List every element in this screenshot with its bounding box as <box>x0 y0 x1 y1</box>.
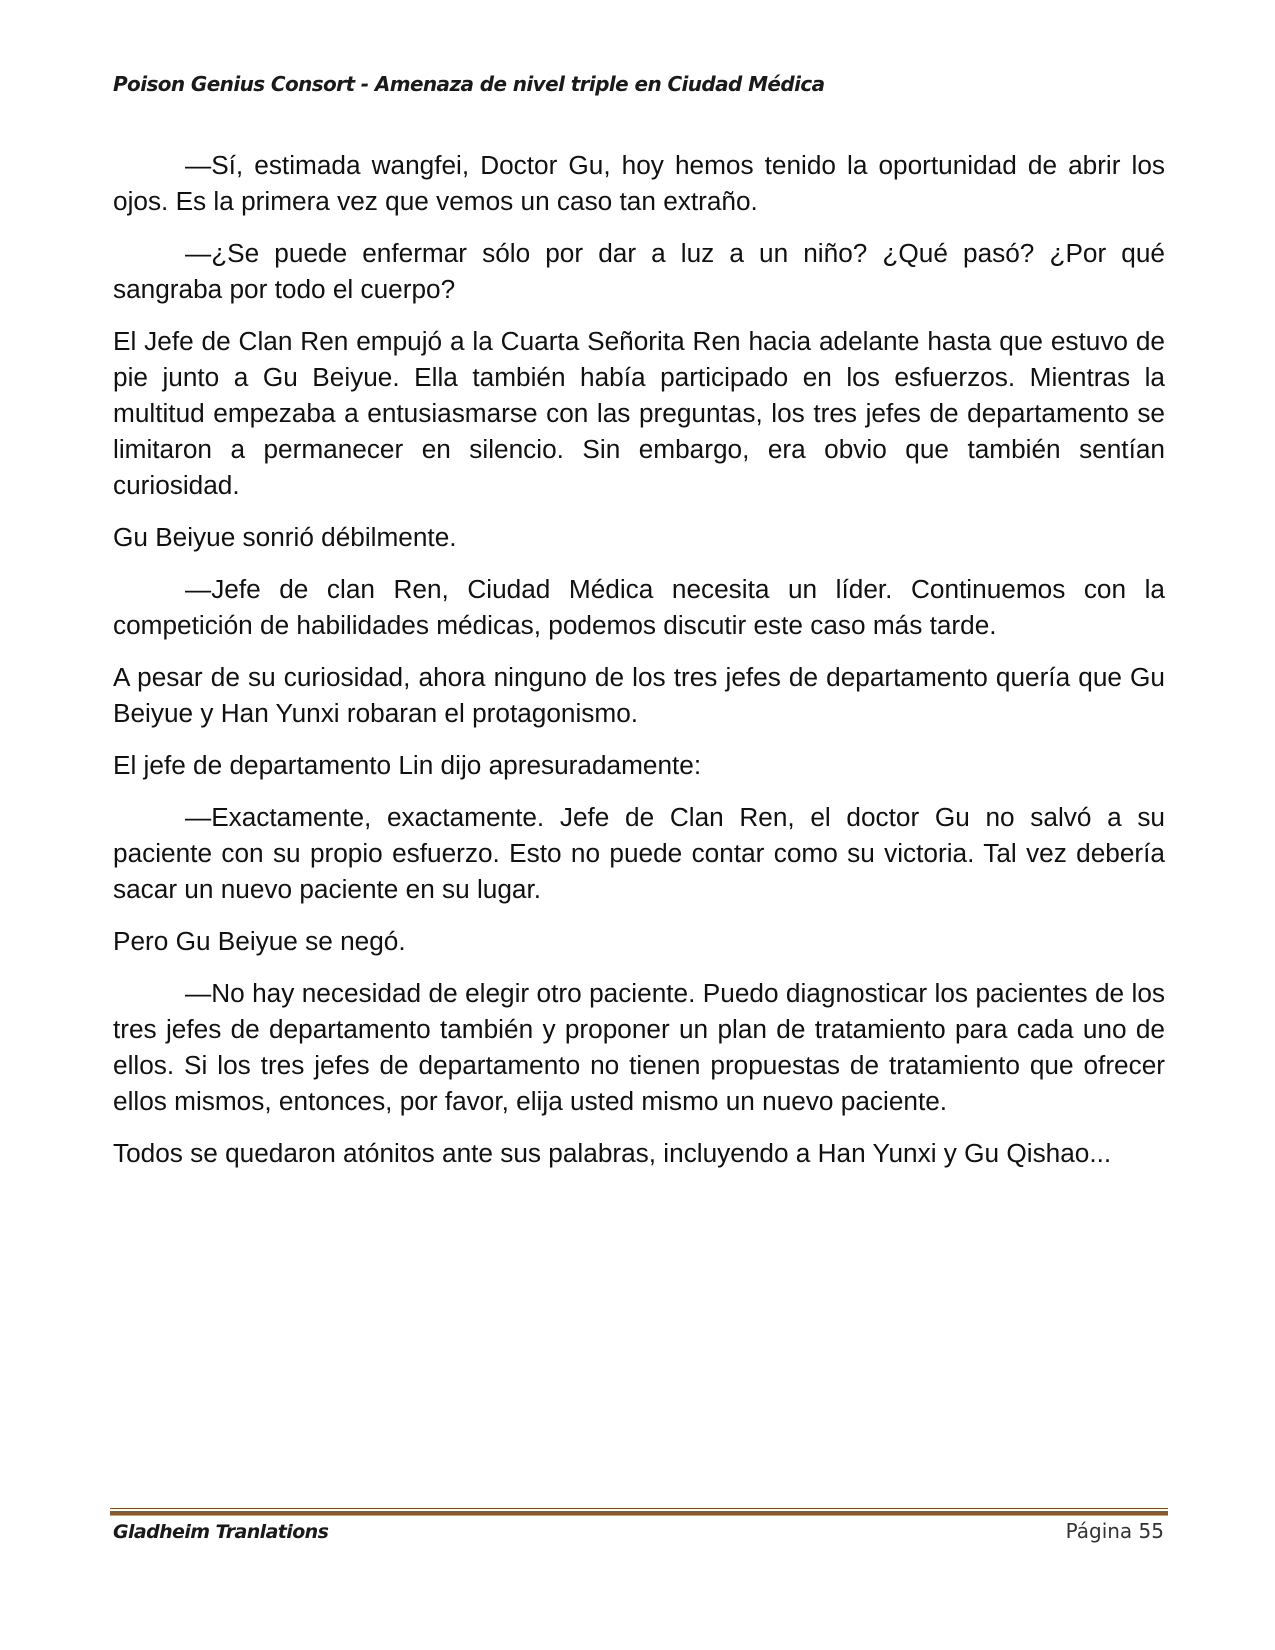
footer-credit: Gladheim Tranlations <box>113 1521 329 1543</box>
paragraph-2: —¿Se puede enfermar sólo por dar a luz a un niño? ¿Qué pasó? ¿Por qué sangraba por todo el cuerpo? <box>113 238 1165 304</box>
page-number-block <box>1066 1519 1164 1543</box>
paragraph-9: Pero Gu Beiyue se negó. <box>113 926 406 956</box>
paragraph-7: El jefe de departamento Lin dijo apresuradamente: <box>113 750 702 780</box>
paragraph-5: —Jefe de clan Ren, Ciudad Médica necesita un líder. Continuemos con la competición de habilidades médicas, podemos discutir este caso más tarde. <box>113 574 1165 640</box>
paragraph-10: —No hay necesidad de elegir otro paciente. Puedo diagnosticar los pacientes de los tres jefes de departamento también y proponer un plan de tratamiento para cada uno de ellos. Si los tres jefes de departamento no tienen propuestas de tratamiento que ofrecer ellos mismos, entonces, por favor, elija usted mismo un nuevo paciente. <box>113 978 1165 1116</box>
paragraph-3: El Jefe de Clan Ren empujó a la Cuarta Señorita Ren hacia adelante hasta que estuvo de pie junto a Gu Beiyue. Ella también había participado en los esfuerzos. Mientras la multitud empezaba a entusiasmarse con las preguntas, los tres jefes de departamento se limitaron a permanecer en silencio. Sin embargo, era obvio que también sentían curiosidad. <box>113 326 1165 500</box>
paragraph-1: —Sí, estimada wangfei, Doctor Gu, hoy hemos tenido la oportunidad de abrir los ojos. Es la primera vez que vemos un caso tan extraño. <box>113 150 1165 216</box>
paragraph-8: —Exactamente, exactamente. Jefe de Clan Ren, el doctor Gu no salvó a su paciente con su propio esfuerzo. Esto no puede contar como su victoria. Tal vez debería sacar un nuevo paciente en su lugar. <box>113 802 1165 904</box>
paragraph-6: A pesar de su curiosidad, ahora ninguno de los tres jefes de departamento quería que Gu Beiyue y Han Yunxi robaran el protagonismo. <box>113 662 1165 728</box>
page-label: Página <box>1065 1519 1133 1543</box>
footer-divider <box>110 1508 1168 1516</box>
paragraph-4: Gu Beiyue sonrió débilmente. <box>113 522 457 552</box>
paragraph-11: Todos se quedaron atónitos ante sus palabras, incluyendo a Han Yunxi y Gu Qishao... <box>113 1138 1112 1168</box>
page-number: 55 <box>1138 1519 1164 1543</box>
body-text <box>113 147 1165 1187</box>
running-header: Poison Genius Consort - Amenaza de nivel triple en Ciudad Médica <box>113 72 825 96</box>
